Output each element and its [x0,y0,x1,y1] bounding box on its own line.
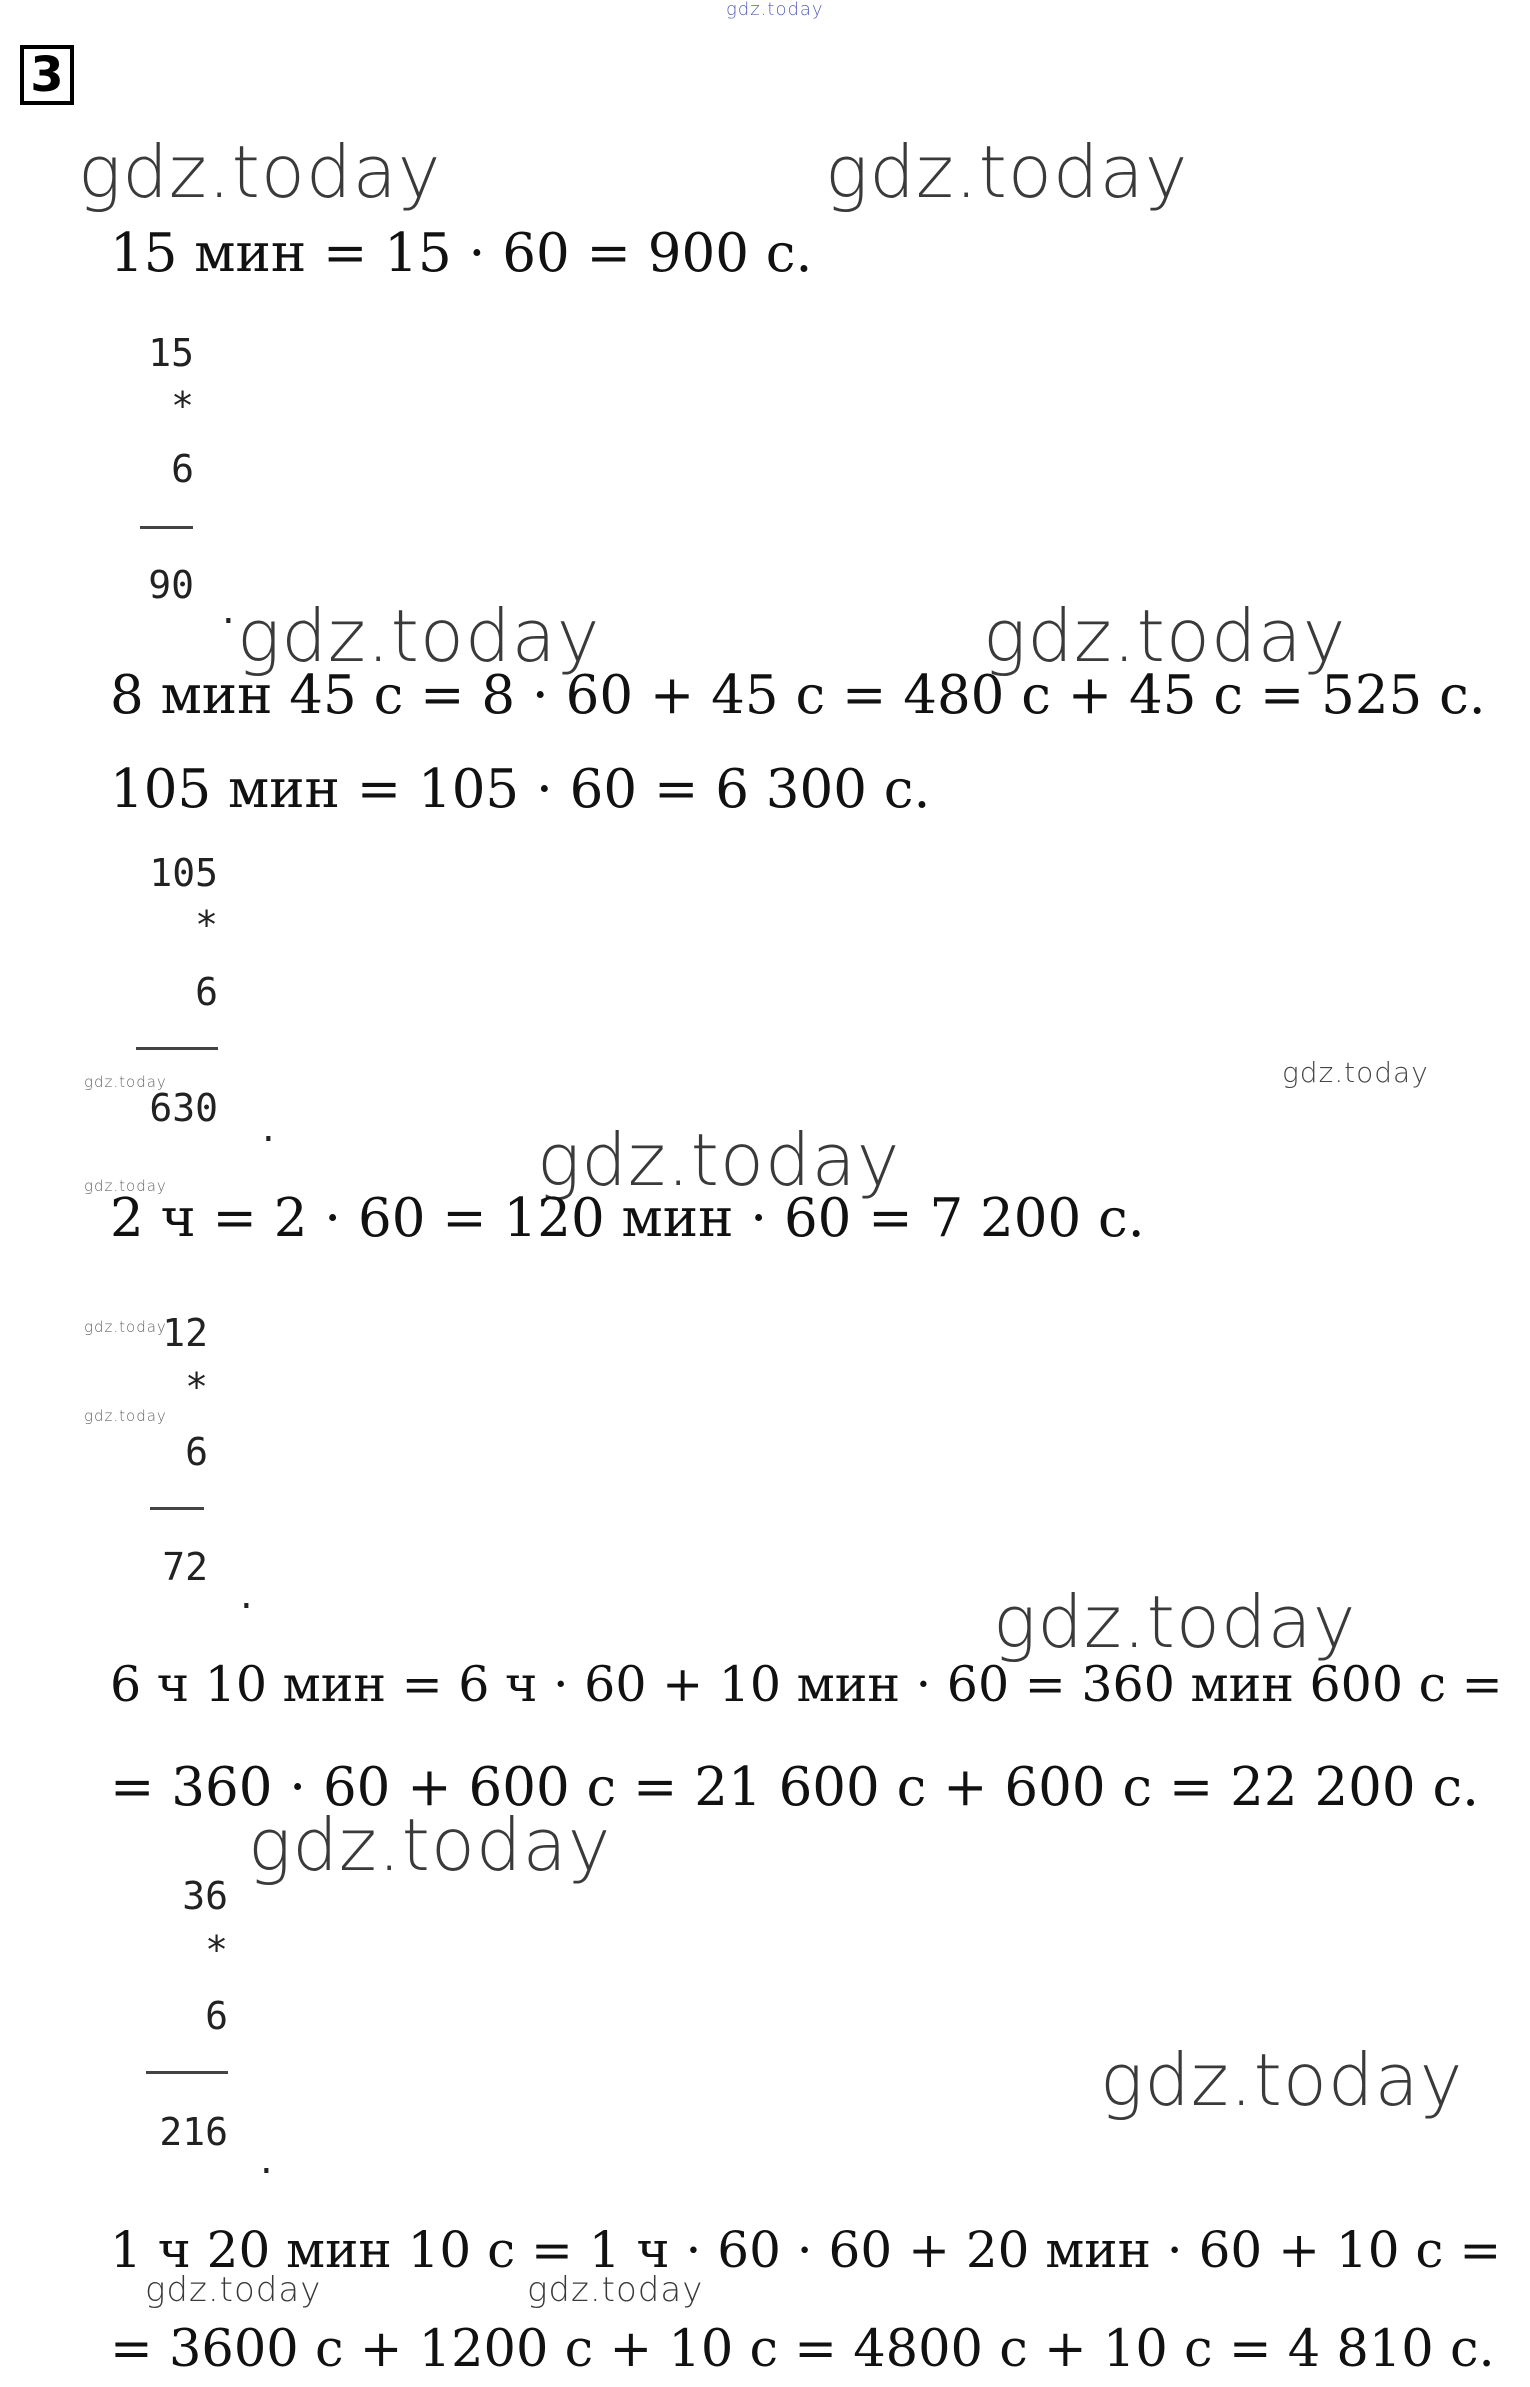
equation-line: 105 мин = 105 · 60 = 6 300 с. [110,759,931,820]
calc-bar [146,2071,228,2074]
equation-line: 2 ч = 2 · 60 = 120 мин · 60 = 7 200 с. [110,1188,1145,1249]
calc-operator: * [205,1928,228,1972]
calc-dot: . [260,2137,273,2183]
calc-bar [140,526,193,529]
watermark: gdz.today [527,2270,704,2310]
watermark: gdz.today [84,1407,167,1425]
calc-operand: 12 [162,1311,208,1355]
top-watermark: gdz.today [726,0,824,20]
watermark: gdz.today [84,1318,167,1336]
calc-operand: 6 [195,970,218,1014]
task-number-box: 3 [20,45,74,105]
watermark: gdz.today [537,1118,901,1202]
calc-dot: . [240,1572,253,1618]
calc-result: 630 [149,1086,218,1130]
equation-line: 1 ч 20 мин 10 с = 1 ч · 60 · 60 + 20 мин · 60 + 10 с = [110,2221,1502,2279]
calc-operand: 15 [148,331,194,375]
equation-line: = 360 · 60 + 600 с = 21 600 с + 600 с = 22 200 с. [110,1757,1479,1818]
calc-operator: * [195,903,218,947]
calc-operator: * [185,1365,208,1409]
watermark: gdz.today [248,1803,612,1887]
equation-line: = 3600 с + 1200 с + 10 с = 4800 с + 10 с = 4 810 с. [110,2320,1495,2379]
watermark: gdz.today [84,1177,167,1195]
calc-result: 72 [162,1545,208,1589]
calc-dot: . [262,1105,275,1151]
watermark: gdz.today [1100,2038,1464,2122]
watermark: gdz.today [145,2270,322,2310]
calc-result: 216 [159,2110,228,2154]
calc-bar [150,1507,204,1510]
calc-operand: 6 [205,1994,228,2038]
watermark: gdz.today [1282,1056,1429,1089]
watermark: gdz.today [993,1580,1357,1664]
equation-line: 15 мин = 15 · 60 = 900 с. [110,223,813,284]
equation-line: 6 ч 10 мин = 6 ч · 60 + 10 мин · 60 = 360 мин 600 с = [110,1656,1503,1713]
calc-operand: 105 [149,851,218,895]
calc-bar [136,1047,218,1050]
watermark: gdz.today [84,1073,167,1091]
calc-operator: * [171,384,194,428]
calc-result: 90 [148,563,194,607]
watermark: gdz.today [983,594,1347,678]
watermark: gdz.today [825,130,1189,214]
watermark: gdz.today [237,594,601,678]
calc-operand: 6 [185,1430,208,1474]
calc-operand: 6 [171,447,194,491]
calc-dot: . [222,587,235,633]
watermark: gdz.today [78,130,442,214]
equation-line: 8 мин 45 с = 8 · 60 + 45 с = 480 с + 45 с = 525 с. [110,665,1486,726]
calc-operand: 36 [182,1874,228,1918]
